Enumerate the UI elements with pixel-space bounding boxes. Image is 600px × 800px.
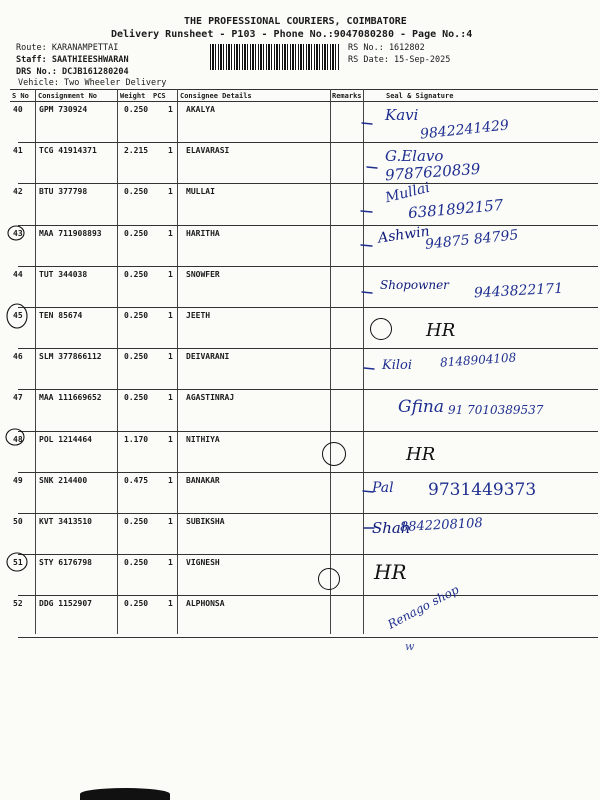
row-pcs: 1 bbox=[168, 352, 173, 362]
signature-42: Mullai bbox=[383, 179, 432, 207]
table-top-rule bbox=[10, 89, 598, 90]
row-sno: 50 bbox=[13, 517, 23, 526]
row-consignee: MULLAI bbox=[186, 187, 215, 197]
row-consignee: HARITHA bbox=[186, 228, 220, 238]
col-header-sno: S No bbox=[12, 92, 29, 100]
row-divider bbox=[18, 142, 598, 143]
row-sno: 49 bbox=[13, 475, 23, 485]
row-consignee: SNOWFER bbox=[186, 269, 220, 279]
remark-dash bbox=[364, 368, 374, 369]
row-weight: 0.250 bbox=[124, 269, 149, 279]
signature-44: Shopowner bbox=[380, 278, 449, 292]
signature-46: Kiloi bbox=[382, 358, 413, 373]
phone-43: 94875 84795 bbox=[424, 227, 520, 253]
row-sno: 40 bbox=[13, 105, 23, 114]
row-divider bbox=[18, 307, 598, 308]
note-52: Renago shop bbox=[385, 582, 462, 632]
mark-51: HR bbox=[374, 560, 407, 584]
column-divider bbox=[363, 89, 364, 634]
row-weight: 0.250 bbox=[124, 311, 149, 320]
runsheet-title: Delivery Runsheet - P103 - Phone No.:9047080280 - Page No.:4 bbox=[111, 29, 473, 40]
row-pcs: 1 bbox=[168, 599, 173, 609]
row-divider bbox=[18, 513, 598, 514]
row-pcs: 1 bbox=[168, 187, 173, 197]
stamp-circle-45 bbox=[370, 318, 392, 340]
row-weight: 0.250 bbox=[124, 393, 149, 403]
drs-label: DRS No.: DCJB161280204 bbox=[16, 67, 129, 77]
row-consignee: AKALYA bbox=[186, 105, 215, 114]
col-header-consignment: Consignment No bbox=[38, 92, 98, 100]
row-sno: 44 bbox=[13, 269, 23, 279]
row-pcs: 1 bbox=[168, 558, 173, 568]
row-pcs: 1 bbox=[168, 311, 173, 320]
row-consignment: SNK 214400 bbox=[39, 475, 88, 485]
stamp-circle-48 bbox=[322, 442, 346, 466]
signature-50: Shah bbox=[372, 519, 411, 537]
row-pcs: 1 bbox=[168, 269, 173, 279]
row-divider bbox=[18, 472, 598, 473]
row-divider bbox=[18, 266, 598, 267]
row-divider bbox=[18, 554, 598, 555]
row-consignment: MAA 711908893 bbox=[39, 228, 102, 238]
row-consignee: DEIVARANI bbox=[186, 352, 230, 362]
row-consignee: AGASTINRAJ bbox=[186, 393, 235, 403]
barcode bbox=[210, 44, 340, 70]
phone-50: 8842208108 bbox=[399, 515, 484, 536]
row-divider bbox=[18, 595, 598, 596]
row-consignment: TEN 85674 bbox=[39, 311, 83, 320]
row-consignment: POL 1214464 bbox=[39, 434, 92, 444]
row-consignee: ELAVARASI bbox=[186, 146, 230, 156]
row-sno: 41 bbox=[13, 146, 23, 156]
company-title: THE PROFESSIONAL COURIERS, COIMBATORE bbox=[184, 16, 407, 27]
signature-49: Pal bbox=[372, 480, 394, 496]
row-consignment: TUT 344038 bbox=[39, 269, 88, 279]
row-weight: 1.170 bbox=[124, 434, 149, 444]
phone-49: 9731449373 bbox=[428, 480, 537, 500]
row-consignee: ALPHONSA bbox=[186, 599, 225, 609]
table-header-rule bbox=[10, 101, 598, 102]
row-pcs: 1 bbox=[168, 228, 173, 238]
row-divider bbox=[18, 225, 598, 226]
row-weight: 0.250 bbox=[124, 105, 149, 114]
mark-45: HR bbox=[426, 320, 456, 341]
route-label: Route: KARANAMPETTAI bbox=[16, 43, 119, 53]
row-consignment: KVT 3413510 bbox=[39, 517, 92, 526]
col-header-pcs: PCS bbox=[153, 92, 166, 100]
row-sno: 48 bbox=[13, 434, 23, 444]
signature-47: Gfina bbox=[398, 397, 445, 417]
col-header-remarks: Remarks bbox=[332, 92, 362, 100]
column-divider bbox=[177, 89, 178, 634]
scan-edge-mark bbox=[80, 788, 170, 800]
row-pcs: 1 bbox=[168, 393, 173, 403]
column-divider bbox=[117, 89, 118, 634]
stamp-circle-51 bbox=[318, 568, 340, 590]
row-divider bbox=[18, 389, 598, 390]
row-divider bbox=[18, 348, 598, 349]
row-weight: 0.250 bbox=[124, 228, 149, 238]
phone-44: 9443822171 bbox=[473, 280, 564, 302]
row-sno: 46 bbox=[13, 352, 23, 362]
row-consignee: VIGNESH bbox=[186, 558, 220, 568]
row-weight: 0.250 bbox=[124, 558, 149, 568]
row-consignment: SLM 377866112 bbox=[39, 352, 102, 362]
row-divider bbox=[18, 183, 598, 184]
row-consignee: SUBIKSHA bbox=[186, 517, 225, 526]
row-pcs: 1 bbox=[168, 146, 173, 156]
signature-43: Ashwin bbox=[377, 223, 431, 247]
row-consignment: TCG 41914371 bbox=[39, 146, 97, 156]
row-pcs: 1 bbox=[168, 434, 173, 444]
row-divider bbox=[18, 637, 598, 638]
remark-dash bbox=[367, 167, 377, 168]
tick-52: w bbox=[405, 640, 415, 653]
row-weight: 0.250 bbox=[124, 352, 149, 362]
row-pcs: 1 bbox=[168, 105, 173, 114]
vehicle-label: Vehicle: Two Wheeler Delivery bbox=[18, 78, 167, 88]
row-consignment: BTU 377798 bbox=[39, 187, 88, 197]
row-consignment: MAA 111669652 bbox=[39, 393, 102, 403]
phone-46: 8148904108 bbox=[439, 350, 517, 370]
row-sno: 47 bbox=[13, 393, 23, 403]
col-header-signature: Seal & Signature bbox=[386, 92, 454, 100]
phone-47: 91 7010389537 bbox=[448, 403, 544, 417]
rs-no-label: RS No.: 1612802 bbox=[348, 43, 425, 53]
row-sno: 45 bbox=[13, 311, 23, 320]
signature-41: G.Elavo bbox=[385, 147, 444, 165]
row-consignment: DDG 1152907 bbox=[39, 599, 92, 609]
row-weight: 2.215 bbox=[124, 146, 149, 156]
col-header-consignee: Consignee Details bbox=[180, 92, 252, 100]
row-weight: 0.475 bbox=[124, 475, 149, 485]
column-divider bbox=[35, 89, 36, 634]
row-consignment: STY 6176798 bbox=[39, 558, 92, 568]
mark-48: HR bbox=[406, 444, 436, 465]
phone-42: 6381892157 bbox=[407, 195, 505, 223]
row-consignee: JEETH bbox=[186, 311, 211, 320]
staff-label: Staff: SAATHIEESHWARAN bbox=[16, 55, 129, 65]
column-divider bbox=[330, 89, 331, 634]
signature-40: Kavi bbox=[385, 106, 419, 124]
row-sno: 52 bbox=[13, 599, 23, 609]
row-divider bbox=[18, 431, 598, 432]
row-sno: 42 bbox=[13, 187, 23, 197]
row-weight: 0.250 bbox=[124, 187, 149, 197]
row-sno: 51 bbox=[13, 558, 23, 568]
phone-41: 9787620839 bbox=[384, 159, 481, 185]
row-consignee: NITHIYA bbox=[186, 434, 220, 444]
row-weight: 0.250 bbox=[124, 517, 149, 526]
phone-40: 9842241429 bbox=[419, 117, 510, 143]
row-consignment: GPM 730924 bbox=[39, 105, 88, 114]
row-pcs: 1 bbox=[168, 517, 173, 526]
row-sno: 43 bbox=[13, 228, 23, 238]
col-header-weight: Weight bbox=[120, 92, 146, 100]
row-pcs: 1 bbox=[168, 475, 173, 485]
row-consignee: BANAKAR bbox=[186, 475, 220, 485]
rs-date-label: RS Date: 15-Sep-2025 bbox=[348, 55, 451, 65]
row-weight: 0.250 bbox=[124, 599, 149, 609]
